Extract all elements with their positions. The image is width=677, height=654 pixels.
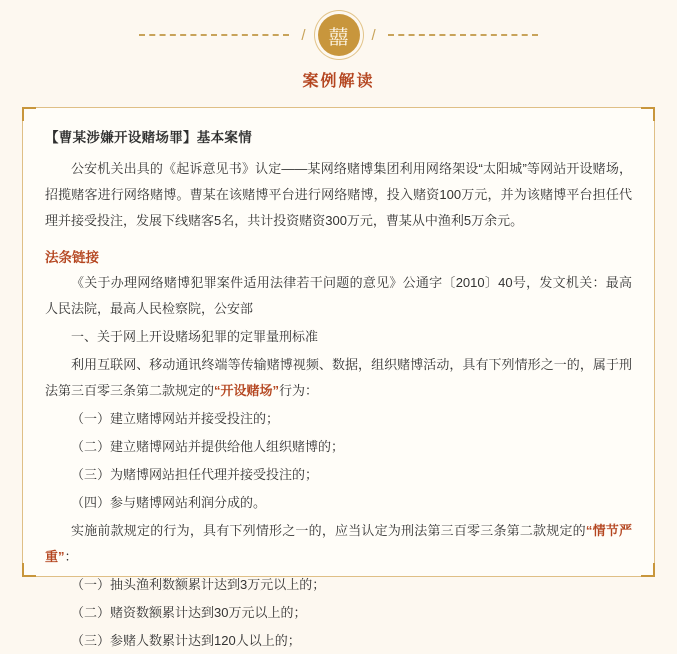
serious-prefix: 实施前款规定的行为，具有下列情形之一的，应当认定为刑法第三百零三条第二款规定的 xyxy=(71,523,586,538)
slash-right: / xyxy=(371,26,376,44)
list-item: （三）为赌博网站担任代理并接受投注的； xyxy=(71,467,319,482)
article-one-heading: 一、关于网上开设赌场犯罪的定罪量刑标准 xyxy=(71,329,319,344)
corner-top-left xyxy=(22,107,36,121)
list-item: （二）赌资数额累计达到30万元以上的； xyxy=(71,605,307,620)
case-body-paragraph: 公安机关出具的《起诉意见书》认定——某网络赌博集团利用网络架设“太阳城”等网站开设赌场，招揽赌客进行网络赌博。曹某在该赌博平台进行网络赌博，投入赌资100万元，并为该赌博平台担任代理并接受投注，发展下线赌客5名，共计投资赌资300万元，曹某从中渔利5万余元。 xyxy=(45,161,632,228)
header-ornament xyxy=(0,0,677,56)
open-casino-highlight: “开设赌场” xyxy=(214,383,280,398)
serious-suffix: ： xyxy=(64,549,78,564)
list-item: （三）参赌人数累计达到120人以上的； xyxy=(71,633,301,648)
list-item: （一）建立赌博网站并接受投注的； xyxy=(71,411,280,426)
open-casino-suffix: 行为： xyxy=(279,383,319,398)
dash-line-left xyxy=(139,34,289,36)
section-title: 案例解读 xyxy=(302,73,375,90)
seal-icon: 囍 xyxy=(318,14,360,56)
list-item: （四）参与赌博网站利润分成的。 xyxy=(71,495,267,510)
law-link-title: 法条链接 xyxy=(45,250,99,265)
list-item: （一）抽头渔利数额累计达到3万元以上的； xyxy=(71,577,326,592)
slash-left: / xyxy=(301,26,306,44)
law-document-reference: 《关于办理网络赌博犯罪案件适用法律若干问题的意见》公通字〔2010〕40号，发文机关：最高人民法院，最高人民检察院，公安部 xyxy=(45,275,632,316)
list-item: （二）建立赌博网站并提供给他人组织赌博的； xyxy=(71,439,345,454)
corner-bottom-right xyxy=(641,563,655,577)
case-card xyxy=(22,107,655,648)
corner-top-right xyxy=(641,107,655,121)
case-heading: 【曹某涉嫌开设赌场罪】基本案情 xyxy=(45,130,252,145)
dash-line-right xyxy=(388,34,538,36)
corner-bottom-left xyxy=(22,563,36,577)
serious-highlight: “情节严重” xyxy=(45,523,632,564)
serious-circumstances-definition xyxy=(45,518,632,570)
open-casino-prefix: 利用互联网、移动通讯终端等传输赌博视频、数据，组织赌博活动，具有下列情形之一的，属于刑法第三百零三条第二款规定的 xyxy=(45,357,632,398)
open-casino-definition xyxy=(45,352,632,404)
